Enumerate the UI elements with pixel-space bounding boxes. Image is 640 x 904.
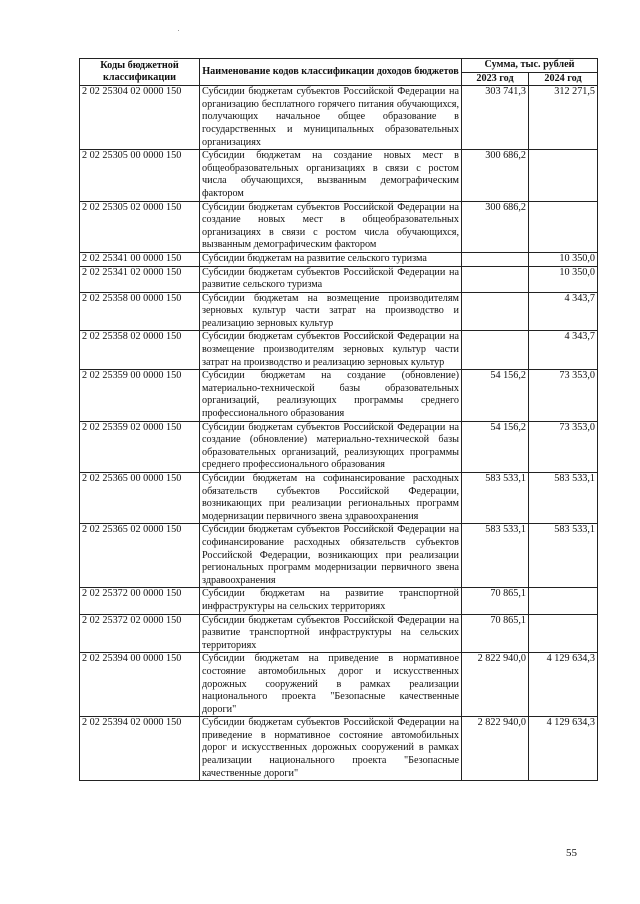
name-cell: Субсидии бюджетам субъектов Российской Федерации на возмещение производителям зерновых культур части затрат на производство и реализацию зерновых культур (200, 331, 462, 370)
name-cell: Субсидии бюджетам субъектов Российской Федерации на развитие транспортной инфраструктуры на сельских территориях (200, 614, 462, 653)
amount-2024-cell: 4 129 634,3 (529, 653, 598, 717)
code-cell: 2 02 25358 00 0000 150 (80, 292, 200, 331)
table-row (80, 86, 598, 150)
name-cell: Субсидии бюджетам на приведение в нормативное состояние автомобильных дорог и искусственных дорожных сооружений в рамках реализации национального проекта "Безопасные качественные дороги" (200, 653, 462, 717)
amount-2023-cell: 300 686,2 (462, 150, 529, 201)
name-cell: Субсидии бюджетам на создание (обновление) материально-технической базы образовательных организаций, реализующих программы среднего профессионального образования (200, 370, 462, 421)
table-row (80, 588, 598, 614)
name-cell: Субсидии бюджетам субъектов Российской Федерации на приведение в нормативное состояние автомобильных дорог и искусственных дорожных сооружений в рамках реализации национального проекта "Безопасные качественные дороги" (200, 717, 462, 781)
code-cell: 2 02 25372 00 0000 150 (80, 588, 200, 614)
code-cell: 2 02 25365 00 0000 150 (80, 473, 200, 524)
name-cell: Субсидии бюджетам на возмещение производителям зерновых культур части затрат на производство и реализацию зерновых культур (200, 292, 462, 331)
table-header-row (80, 59, 598, 73)
amount-2024-cell: 73 353,0 (529, 421, 598, 472)
amount-2024-cell: 4 129 634,3 (529, 717, 598, 781)
amount-2024-cell: 10 350,0 (529, 252, 598, 266)
table-row (80, 717, 598, 781)
revenue-classification-table (79, 58, 598, 781)
amount-2023-cell: 303 741,3 (462, 86, 529, 150)
code-cell: 2 02 25358 02 0000 150 (80, 331, 200, 370)
name-cell: Субсидии бюджетам на развитие сельского туризма (200, 252, 462, 266)
code-cell: 2 02 25394 02 0000 150 (80, 717, 200, 781)
amount-2024-cell: 10 350,0 (529, 266, 598, 292)
table-row (80, 331, 598, 370)
name-cell: Субсидии бюджетам субъектов Российской Федерации на софинансирование расходных обязательств субъектов Российской Федерации, возникающих при реализации региональных программ модернизации первичного звена здравоохранения (200, 524, 462, 588)
code-cell: 2 02 25341 02 0000 150 (80, 266, 200, 292)
code-cell: 2 02 25359 00 0000 150 (80, 370, 200, 421)
table-body (80, 86, 598, 781)
table-row (80, 614, 598, 653)
name-cell: Субсидии бюджетам на создание новых мест в общеобразовательных организациях в связи с ростом числа обучающихся, вызванным демографическим фактором (200, 150, 462, 201)
code-cell: 2 02 25365 02 0000 150 (80, 524, 200, 588)
amount-2024-cell (529, 150, 598, 201)
name-cell: Субсидии бюджетам субъектов Российской Федерации на развитие сельского туризма (200, 266, 462, 292)
amount-2023-cell (462, 331, 529, 370)
amount-2024-cell (529, 588, 598, 614)
name-cell: Субсидии бюджетам субъектов Российской Федерации на создание (обновление) материально-технической базы образовательных организаций, реализующих программы среднего профессионального образования (200, 421, 462, 472)
amount-2023-cell: 70 865,1 (462, 614, 529, 653)
table-row (80, 201, 598, 252)
amount-2023-cell: 2 822 940,0 (462, 717, 529, 781)
header-name: Наименование кодов классификации доходов бюджетов (200, 59, 462, 86)
amount-2023-cell: 2 822 940,0 (462, 653, 529, 717)
header-codes: Коды бюджетной классификации (80, 59, 200, 86)
amount-2024-cell: 583 533,1 (529, 473, 598, 524)
header-year-2024: 2024 год (529, 72, 598, 86)
amount-2024-cell: 583 533,1 (529, 524, 598, 588)
table-row (80, 150, 598, 201)
table-row (80, 292, 598, 331)
name-cell: Субсидии бюджетам субъектов Российской Федерации на организацию бесплатного горячего питания обучающихся, получающих начальное общее образование в государственных и муниципальных образовательных организациях (200, 86, 462, 150)
amount-2023-cell: 54 156,2 (462, 370, 529, 421)
amount-2023-cell: 583 533,1 (462, 524, 529, 588)
table-row (80, 370, 598, 421)
name-cell: Субсидии бюджетам на развитие транспортной инфраструктуры на сельских территориях (200, 588, 462, 614)
amount-2023-cell (462, 252, 529, 266)
amount-2024-cell: 312 271,5 (529, 86, 598, 150)
table-row (80, 252, 598, 266)
header-sum: Сумма, тыс. рублей (462, 59, 598, 73)
amount-2024-cell: 73 353,0 (529, 370, 598, 421)
page-number: 55 (566, 847, 577, 859)
amount-2023-cell (462, 292, 529, 331)
amount-2023-cell: 54 156,2 (462, 421, 529, 472)
code-cell: 2 02 25359 02 0000 150 (80, 421, 200, 472)
code-cell: 2 02 25341 00 0000 150 (80, 252, 200, 266)
table-row (80, 653, 598, 717)
code-cell: 2 02 25305 00 0000 150 (80, 150, 200, 201)
amount-2024-cell: 4 343,7 (529, 292, 598, 331)
amount-2023-cell (462, 266, 529, 292)
amount-2023-cell: 300 686,2 (462, 201, 529, 252)
amount-2024-cell (529, 201, 598, 252)
code-cell: 2 02 25394 00 0000 150 (80, 653, 200, 717)
table-row (80, 473, 598, 524)
code-cell: 2 02 25304 02 0000 150 (80, 86, 200, 150)
amount-2024-cell: 4 343,7 (529, 331, 598, 370)
amount-2023-cell: 70 865,1 (462, 588, 529, 614)
code-cell: 2 02 25305 02 0000 150 (80, 201, 200, 252)
table-row (80, 421, 598, 472)
table-row (80, 524, 598, 588)
scan-speck (178, 30, 179, 31)
name-cell: Субсидии бюджетам на софинансирование расходных обязательств субъектов Российской Федерации, возникающих при реализации региональных программ модернизации первичного звена здравоохранения (200, 473, 462, 524)
code-cell: 2 02 25372 02 0000 150 (80, 614, 200, 653)
name-cell: Субсидии бюджетам субъектов Российской Федерации на создание новых мест в общеобразовательных организациях в связи с ростом числа обучающихся, вызванным демографическим фактором (200, 201, 462, 252)
header-year-2023: 2023 год (462, 72, 529, 86)
table-row (80, 266, 598, 292)
amount-2024-cell (529, 614, 598, 653)
amount-2023-cell: 583 533,1 (462, 473, 529, 524)
document-page (79, 58, 597, 781)
